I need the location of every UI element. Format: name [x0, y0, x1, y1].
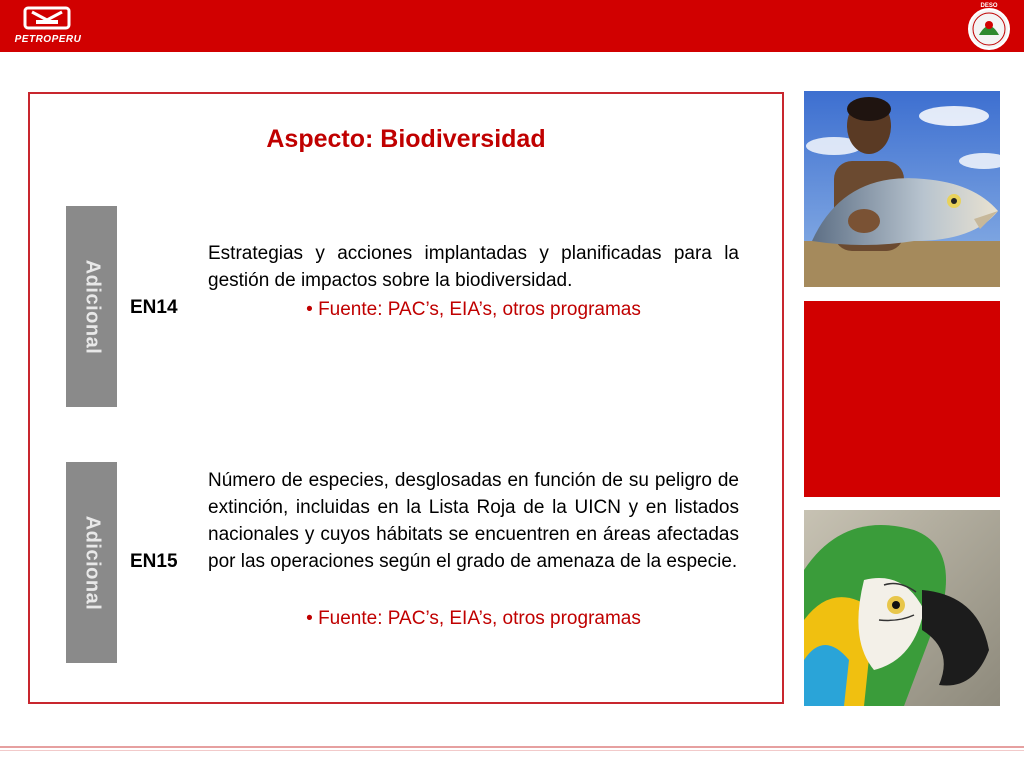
- indicator-code-en15: EN15: [130, 551, 178, 572]
- petroperu-logo: [8, 6, 88, 46]
- source-bullet-en15: • Fuente: PAC’s, EIA’s, otros programas: [306, 608, 641, 629]
- petroperu-emblem-icon: [22, 6, 72, 32]
- additional-tag-en14: [66, 206, 117, 407]
- decorative-red-block: [804, 301, 1000, 497]
- logo-text: PETROPERU: [14, 34, 82, 45]
- additional-tag-en15: [66, 462, 117, 663]
- macaw-photo: [804, 510, 1000, 706]
- indicator-description-en15: Número de especies, desglosadas en función de su peligro de extinción, incluidas en la Lista Roja de la UICN y en listados nacionales y cuyos hábitats se encuentren en áreas afectadas por las operaciones según el grado de amenaza de la especie.: [208, 470, 739, 572]
- indicator-description-en14: Estrategias y acciones implantadas y planificadas para la gestión de impactos sobre la biodiversidad.: [208, 243, 739, 291]
- tag-label: Adicional: [81, 259, 103, 354]
- footer-divider-light: [0, 750, 1024, 751]
- fisherman-photo: [804, 91, 1000, 287]
- source-bullet-en14: • Fuente: PAC’s, EIA’s, otros programas: [306, 299, 641, 320]
- header-bar: [0, 0, 1024, 52]
- footer-divider: [0, 746, 1024, 748]
- slide-title: Aspecto: Biodiversidad: [266, 125, 546, 153]
- seal-emblem-icon: [964, 3, 1014, 51]
- deso-seal: [964, 3, 1014, 51]
- tag-label: Adicional: [81, 515, 103, 610]
- seal-text: DESO: [980, 3, 998, 9]
- indicator-code-en14: EN14: [130, 297, 178, 318]
